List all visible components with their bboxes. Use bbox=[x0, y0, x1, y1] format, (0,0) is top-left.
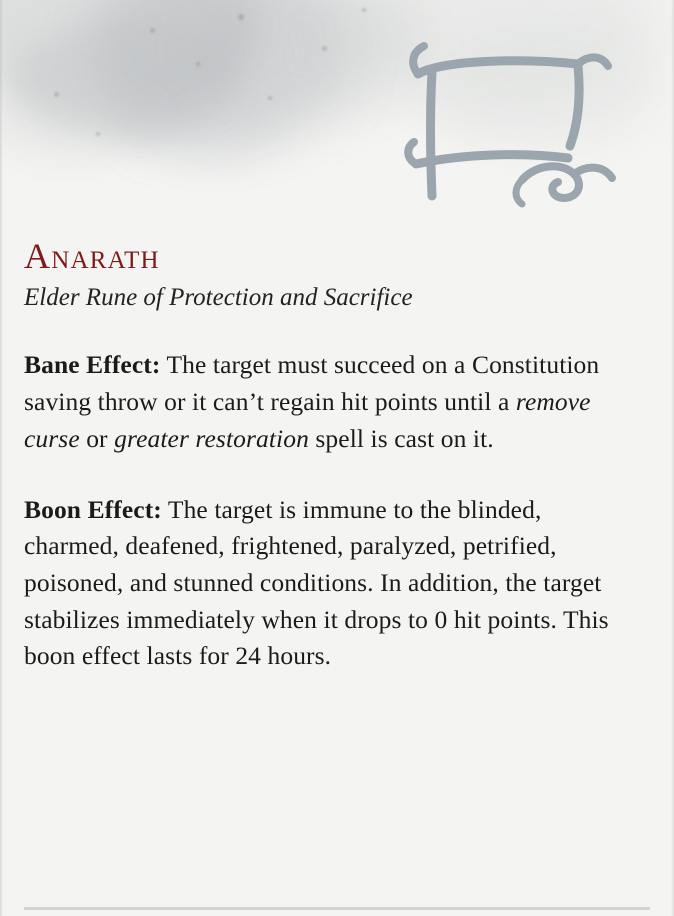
ink-speck bbox=[362, 8, 366, 12]
ink-speck bbox=[54, 92, 59, 97]
boon-effect-text-1: The target is immune to the blinded, charmed, deafened, frightened, paralyzed, petrified, poisoned, and stunned conditions. In addition, the target stabilizes immediately when it drops to 0 hit points. This boon effect lasts for 24 hours. bbox=[24, 494, 609, 671]
ink-speck bbox=[268, 96, 272, 100]
ink-speck bbox=[196, 62, 200, 66]
card-content bbox=[24, 236, 642, 701]
ink-smudge bbox=[120, 90, 280, 160]
bane-effect-spell-2: greater restoration bbox=[114, 423, 309, 453]
ink-speck bbox=[150, 28, 155, 33]
bane-effect-text-1: The target must succeed on a Constitution saving throw or it can’t regain hit points until a bbox=[24, 350, 600, 417]
header-artwork bbox=[0, 0, 674, 240]
bane-effect-spell-1: remove curse bbox=[24, 387, 591, 453]
page-title: Anarath bbox=[24, 236, 160, 276]
ink-speck bbox=[96, 132, 100, 136]
bane-effect-text-3: spell is cast on it. bbox=[308, 423, 494, 453]
ink-speck bbox=[238, 14, 244, 20]
rune-subtitle: Elder Rune of Protection and Sacrifice bbox=[24, 284, 413, 312]
bane-effect-text-2: or bbox=[79, 423, 115, 453]
boon-effect-paragraph bbox=[24, 492, 642, 676]
boon-effect-label: Boon Effect: bbox=[24, 494, 162, 524]
anarath-rune-sigil bbox=[402, 38, 632, 223]
bottom-divider bbox=[24, 907, 650, 910]
bane-effect-label: Bane Effect: bbox=[24, 350, 161, 380]
ink-speck bbox=[322, 46, 327, 51]
bane-effect-paragraph bbox=[24, 347, 642, 457]
